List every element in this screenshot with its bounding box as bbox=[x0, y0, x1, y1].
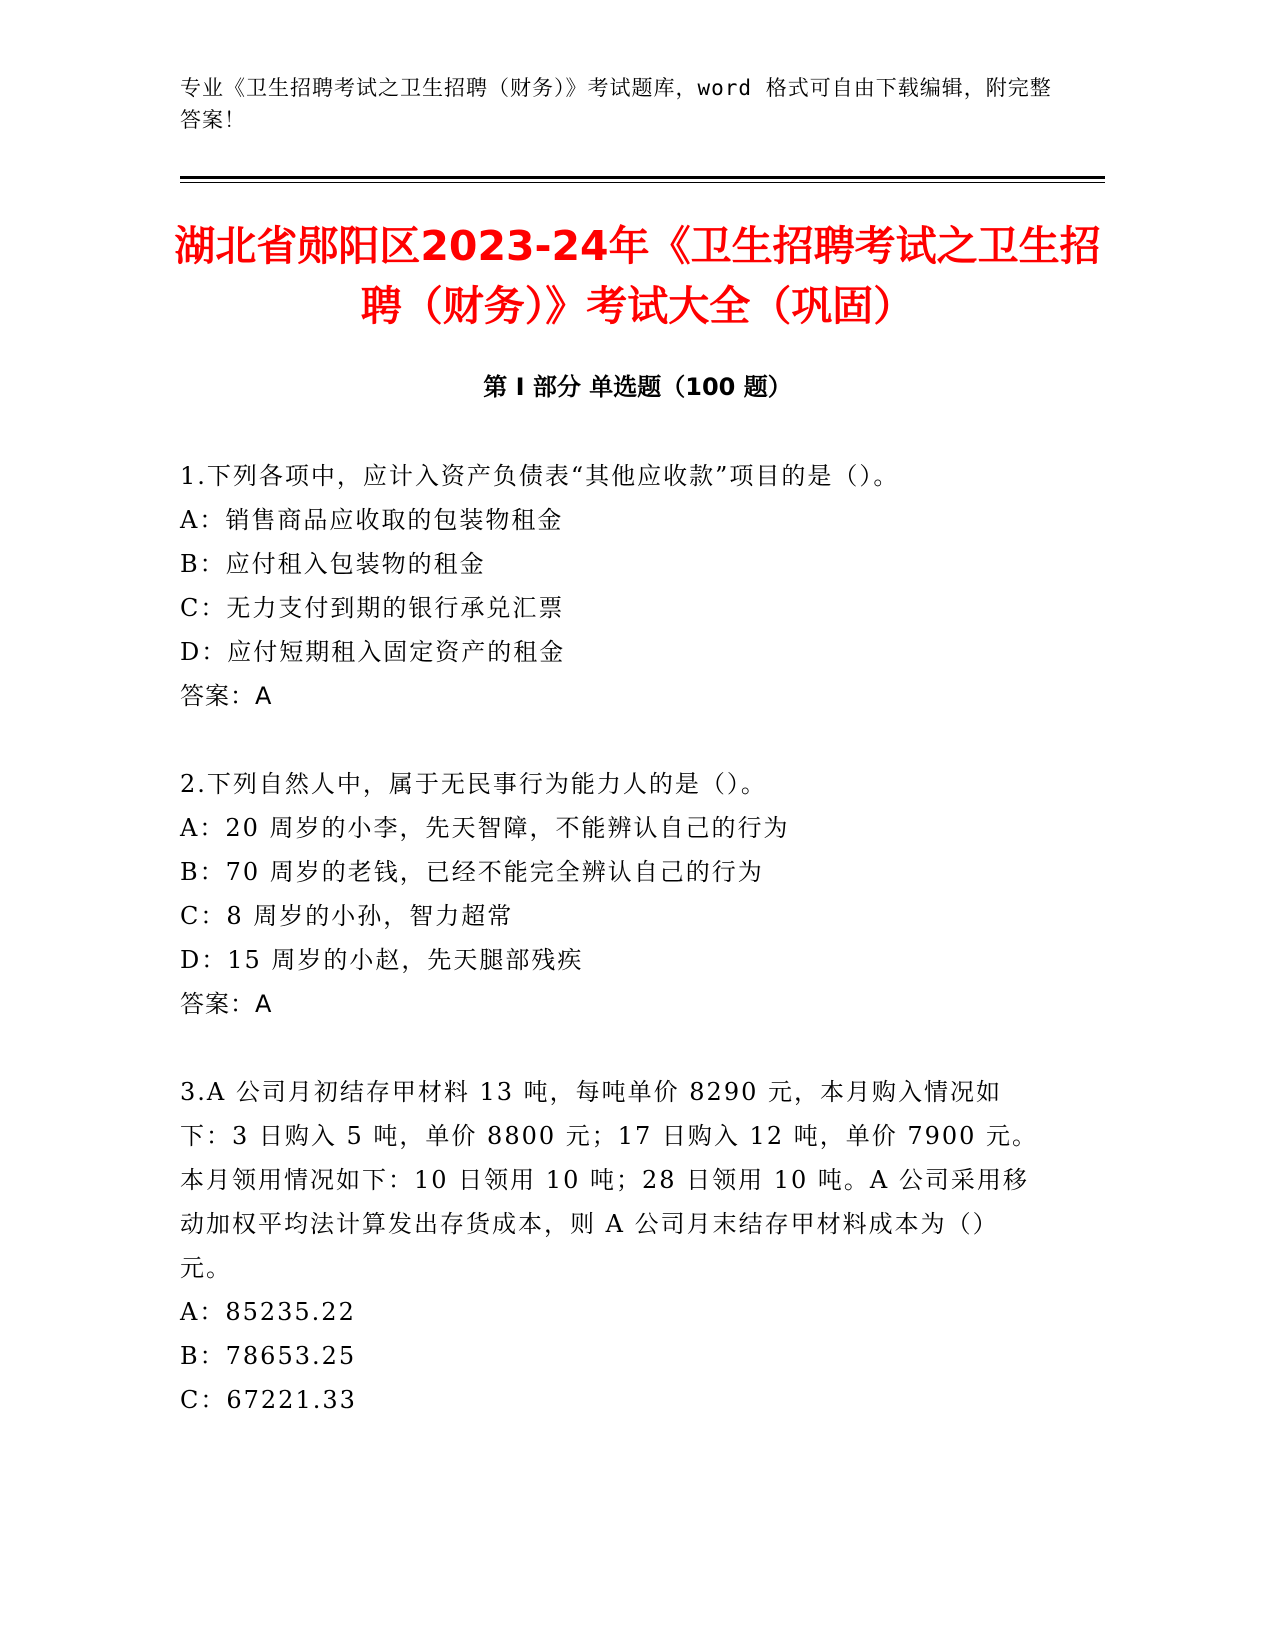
question-3 bbox=[180, 1070, 1050, 1422]
option-a: A：85235.22 bbox=[180, 1298, 356, 1326]
question-stem: 1.下列各项中，应计入资产负债表“其他应收款”项目的是（）。 bbox=[180, 462, 900, 490]
option-d: D：应付短期租入固定资产的租金 bbox=[180, 638, 566, 666]
option-b: B：70 周岁的老钱，已经不能完全辨认自己的行为 bbox=[180, 858, 764, 886]
answer: 答案：A bbox=[180, 990, 273, 1018]
option-a: A：销售商品应收取的包装物租金 bbox=[180, 506, 564, 534]
header-note: 专业《卫生招聘考试之卫生招聘（财务）》考试题库，word 格式可自由下载编辑，附完整答案！ bbox=[180, 76, 1052, 132]
option-c: C：无力支付到期的银行承兑汇票 bbox=[180, 594, 565, 622]
question-2 bbox=[180, 762, 1050, 1026]
question-stem: 3.A 公司月初结存甲材料 13 吨，每吨单价 8290 元，本月购入情况如下：3 日购入 5 吨，单价 8800 元；17 日购入 12 吨，单价 7900 元。本月领用情况如下：10 日领用 10 吨；28 日领用 10 吨。A 公司采用移动加权平均法计算发出存货成本，则 A 公司月末结存甲材料成本为（）元。 bbox=[180, 1078, 1039, 1282]
option-b: B：应付租入包装物的租金 bbox=[180, 550, 486, 578]
question-1 bbox=[180, 454, 1050, 718]
answer: 答案：A bbox=[180, 682, 273, 710]
header-rule-thin bbox=[180, 182, 1105, 183]
section-heading: 第 I 部分 单选题（100 题） bbox=[483, 373, 792, 401]
document-title: 湖北省郧阳区2023-24年《卫生招聘考试之卫生招聘（财务）》考试大全（巩固） bbox=[174, 222, 1101, 330]
option-d: D：15 周岁的小赵，先天腿部残疾 bbox=[180, 946, 584, 974]
question-list bbox=[180, 454, 1050, 1466]
option-c: C：67221.33 bbox=[180, 1386, 357, 1414]
question-stem: 2.下列自然人中，属于无民事行为能力人的是（）。 bbox=[180, 770, 767, 798]
option-c: C：8 周岁的小孙，智力超常 bbox=[180, 902, 514, 930]
option-b: B：78653.25 bbox=[180, 1342, 357, 1370]
header-rule-thick bbox=[180, 176, 1105, 179]
option-a: A：20 周岁的小李，先天智障，不能辨认自己的行为 bbox=[180, 814, 790, 842]
